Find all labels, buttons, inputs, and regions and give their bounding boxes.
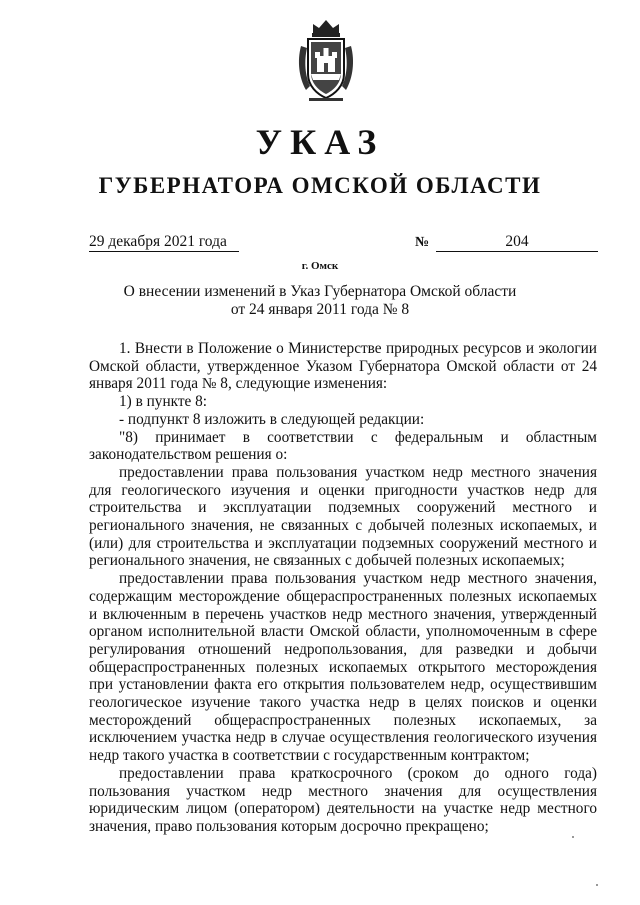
heading-line-1: О внесении изменений в Указ Губернатора Омской области — [123, 283, 517, 300]
paragraph: 1. Внести в Положение о Министерстве природных ресурсов и экологии Омской области, утвержденное Указом Губернатора Омской области от 24 января 2011 года № 8, следующие изменения: — [89, 340, 597, 393]
scan-speck — [596, 884, 598, 886]
decree-subtitle: ГУБЕРНАТОРА ОМСКОЙ ОБЛАСТИ — [98, 173, 542, 198]
number-sign: № — [415, 235, 430, 250]
decree-body — [89, 340, 597, 836]
city-label: г. Омск — [301, 260, 339, 272]
paragraph: предоставлении права пользования участком недр местного значения, содержащим месторождение общераспространенных полезных ископаемых и включенным в перечень участков недр местного значения, утвержденный органом исполнительной власти Омской области, уполномоченным в сфере регулирования отношений недропользования, для разведки и добычи общераспространенных полезных ископаемых открытого месторождения при установлении факта его открытия пользователем недр, осуществившим геологическое изучение такого участка недр в целях поисков и оценки месторождений общераспространенных полезных ископаемых, за исключением участка недр в случае осуществления геологического изучения недр такого участка в соответствии с государственным контрактом; — [89, 570, 597, 765]
coat-of-arms-icon — [297, 16, 355, 106]
paragraph: - подпункт 8 изложить в следующей редакции: — [119, 410, 425, 428]
scan-speck — [572, 836, 574, 838]
paragraph: 1) в пункте 8: — [119, 393, 208, 411]
paragraph: "8) принимает в соответствии с федеральным и областным законодательством решения о: — [89, 428, 597, 464]
paragraph: предоставлении права пользования участком недр местного значения для геологического изучения и оценки пригодности участков недр для строительства и эксплуатации подземных сооружений местного и регионального значения, не связанных с добычей полезных ископаемых, и (или) для строительства и эксплуатации подземных сооружений местного и регионального значения, не связанных с добычей полезных ископаемых; — [89, 463, 597, 570]
decree-title: УКАЗ — [255, 122, 385, 162]
decree-date: 29 декабря 2021 года — [89, 233, 239, 252]
paragraph: предоставлении права краткосрочного (сроком до одного года) пользования участком недр местного значения для осуществления юридическим лицом (оператором) деятельности на участке недр местного значения, право пользования которым досрочно прекращено; — [89, 764, 597, 835]
decree-number: 204 — [436, 233, 598, 252]
heading-line-2: от 24 января 2011 года № 8 — [230, 300, 410, 318]
decree-heading — [0, 283, 640, 318]
